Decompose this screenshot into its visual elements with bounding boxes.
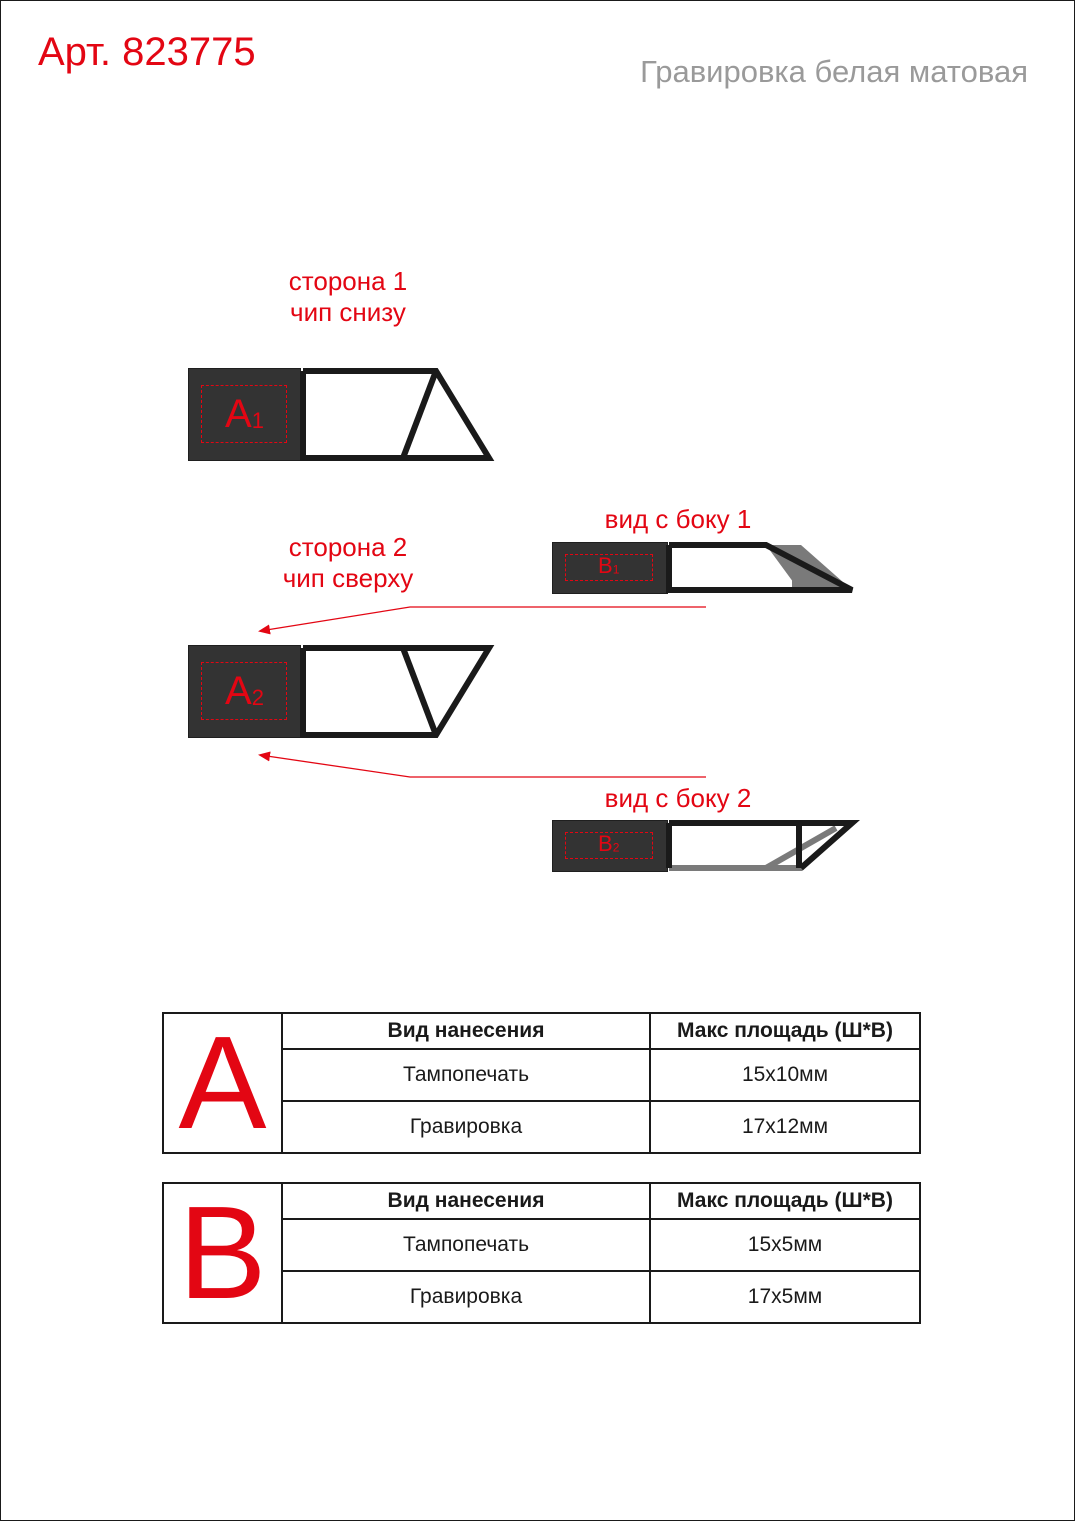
side-view2-label: вид с боку 2 [604,783,752,813]
side2-label: сторона 2 чип сверху [282,532,414,593]
header-max-area: Макс площадь (Ш*В) [650,1013,920,1049]
holder-side-view2-outline [666,820,866,875]
table-row: Тампопечать 15х5мм [163,1219,920,1271]
arrow-side-view1 [260,607,706,631]
header-application-type: Вид нанесения [282,1183,650,1219]
zone-b-letter: B [163,1183,282,1323]
arrow-side-view2 [260,755,706,777]
header-application-type: Вид нанесения [282,1013,650,1049]
table-row: Гравировка 17х5мм [163,1271,920,1323]
side1-label: сторона 1 чип снизу [288,266,408,327]
zone-label-b2: $B_2$ [598,831,620,856]
table-row: Тампопечать 15х10мм [163,1049,920,1101]
chip-b2 [552,820,668,872]
zone-label-a2: $A_2$ [225,669,264,713]
zone-label-b1: $B_1$ [598,553,620,578]
table-row: Гравировка 17х12мм [163,1101,920,1153]
zone-a-letter: A [163,1013,282,1153]
article-number: Арт. 823775 [38,30,256,74]
table-zone-a [162,1009,921,1156]
header-max-area: Макс площадь (Ш*В) [650,1183,920,1219]
zone-label-a1: $A_1$ [225,392,264,436]
engraving-type: Гравировка белая матовая [640,54,1028,89]
side-view1-label: вид с боку 1 [604,504,752,534]
table-zone-b [162,1179,921,1326]
